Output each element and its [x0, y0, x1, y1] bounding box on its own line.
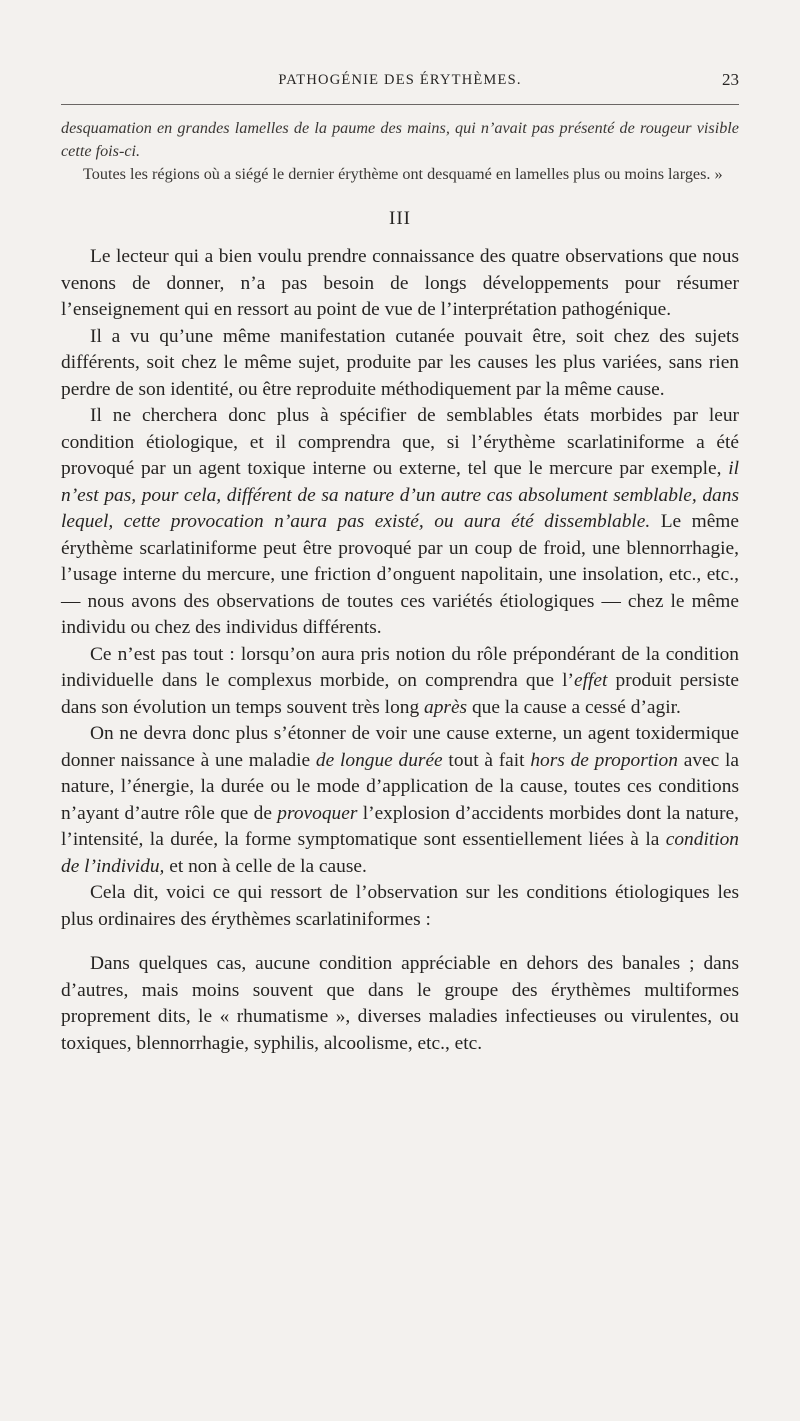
- text-run: que la cause a cessé d’agir.: [467, 696, 681, 718]
- text-run: Le même érythème scarlatiniforme peut être provoqué par un coup de froid, une blennorrhagie, l’usage interne du mercure, une friction d’onguent napolitain, une insolation, etc., etc., — nous avons des observations de toutes ces variétés étiologiques — chez le même individu ou chez des individus différents.: [61, 511, 739, 638]
- body-text: [61, 244, 739, 1057]
- paragraph: Dans quelques cas, aucune condition appréciable en dehors des banales ; dans d’autres, mais moins souvent que dans le groupe des érythèmes multiformes proprement dits, le « rhumatisme », diverses maladies infectieuses ou virulentes, ou toxiques, blennorrhagie, syphilis, alcoolisme, etc., etc.: [61, 953, 739, 1054]
- italic-run: hors de proportion: [530, 749, 678, 771]
- text-run: et non à celle de la cause.: [164, 855, 367, 877]
- paragraph: [61, 642, 739, 722]
- italic-run: il n’est pas, pour cela, différent de sa nature d’un autre cas absolument semblable, dans lequel, cette provocation n’aura pas existé, ou aura été dissemblable.: [61, 458, 739, 532]
- paragraph: [61, 721, 739, 880]
- text-run: produit persiste dans son évolution un temps souvent très long: [61, 670, 739, 718]
- quote-line: Toutes les régions où a siégé le dernier érythème ont desquamé en lamelles plus ou moins larges. »: [83, 165, 723, 183]
- italic-run: provoquer: [277, 802, 358, 824]
- quote-line-italic: desquamation en grandes lamelles de la paume des mains, qui n’avait pas présenté de rougeur visible cette fois-ci.: [61, 119, 739, 160]
- header-rule: [61, 104, 739, 105]
- text-run: Il ne cherchera donc plus à spécifier de semblables états morbides par leur condition étiologique, et il comprendra que, si l’érythème scarlatiniforme a été provoqué par un agent toxique interne ou externe, tel que le mercure par exemple,: [61, 405, 739, 479]
- section-number: III: [389, 208, 411, 229]
- paragraph: [61, 403, 739, 642]
- paragraph: Le lecteur qui a bien voulu prendre connaissance des quatre observations que nous venons de donner, n’a pas besoin de longs développements pour résumer l’enseignement qui en ressort au point de vue de l’interprétation pathogénique.: [61, 246, 739, 320]
- book-page: [61, 66, 739, 1057]
- paragraph: Cela dit, voici ce qui ressort de l’observation sur les conditions étiologiques les plus ordinaires des érythèmes scarlatiniformes :: [61, 882, 739, 930]
- page-number: 23: [722, 70, 739, 89]
- text-run: l’explosion d’accidents morbides dont la nature, l’intensité, la durée, la forme symptomatique sont essentiellement liées à la: [61, 802, 739, 850]
- text-run: avec la nature, l’énergie, la durée ou le mode d’application de la cause, toutes ces conditions n’ayant d’autre rôle que de: [61, 749, 739, 824]
- italic-run: effet: [573, 670, 608, 691]
- italic-run: de longue durée: [315, 749, 443, 771]
- paragraph: Il a vu qu’une même manifestation cutanée pouvait être, soit chez des sujets différents, soit chez le même sujet, produite par les causes les plus variées, sans rien perdre de son identité, ou être reproduite méthodiquement par la même cause.: [61, 325, 739, 400]
- italic-run: condition de l’individu,: [61, 829, 739, 877]
- quoted-observation-end: [61, 117, 739, 186]
- running-title: PATHOGÉNIE DES ÉRYTHÈMES.: [278, 72, 522, 88]
- text-run: tout à fait: [442, 749, 531, 771]
- running-header: [61, 66, 739, 96]
- italic-run: après: [424, 696, 468, 718]
- text-run: On ne devra donc plus s’étonner de voir une cause externe, un agent toxidermique donner naissance à une maladie: [61, 723, 739, 771]
- text-run: Ce n’est pas tout : lorsqu’on aura pris notion du rôle prépondérant de la condition individuelle dans le complexus morbide, on comprendra que l’: [61, 643, 739, 691]
